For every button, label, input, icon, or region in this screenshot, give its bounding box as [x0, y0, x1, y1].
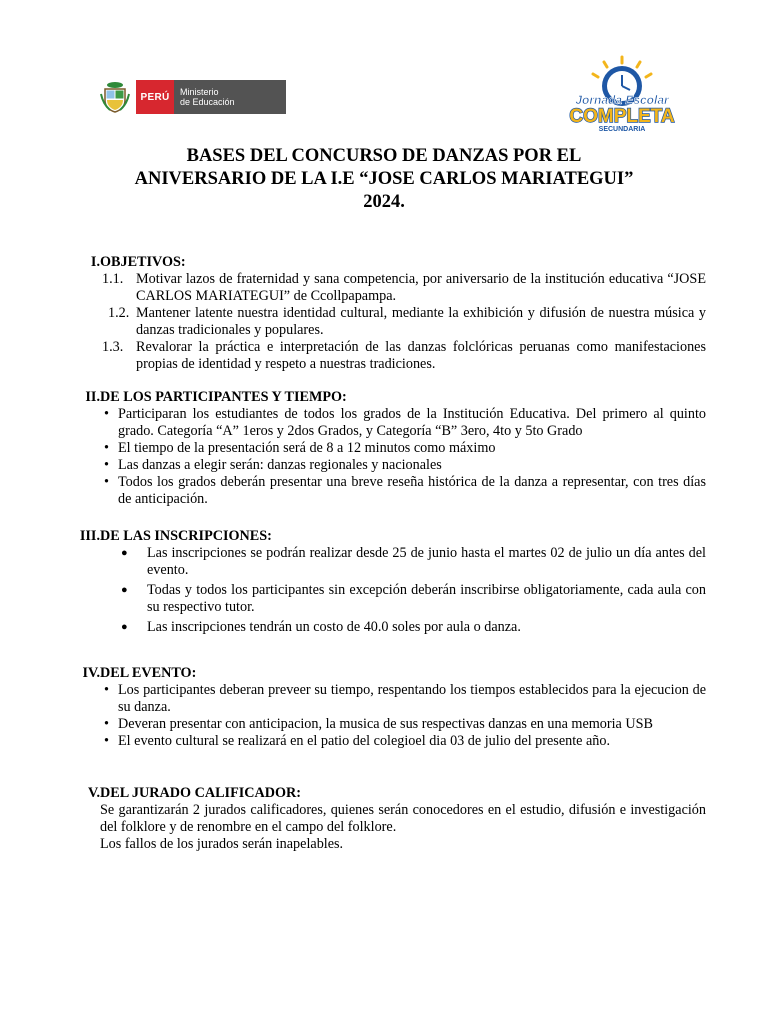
item-label: 1.1.: [102, 271, 124, 287]
jec-line3: SECUNDARIA: [598, 126, 646, 133]
item-text: El tiempo de la presentación será de 8 a 12 minutos como máximo: [118, 440, 496, 456]
bullet-icon: ●: [121, 584, 128, 596]
list-item: [60, 682, 706, 716]
section-objetivos: [60, 254, 706, 373]
bullet-icon: •: [104, 682, 109, 698]
jornada-escolar-completa-logo: [564, 54, 684, 134]
section-evento: [60, 665, 706, 750]
list-item: [60, 339, 706, 373]
list-item: [60, 716, 706, 733]
bullet-icon: •: [104, 440, 109, 456]
jec-line1: Jornada Escolar: [575, 93, 669, 107]
list-item: [60, 733, 706, 750]
section-number: IV.: [82, 665, 100, 681]
item-text: Deveran presentar con anticipacion, la musica de sus respectivas danzas en una memoria USB: [118, 716, 653, 732]
section-heading: [60, 389, 706, 406]
list-item: [60, 619, 706, 636]
item-text: Mantener latente nuestra identidad cultural, mediante la exhibición y difusión de nuestra música y danzas tradicionales y populares.: [136, 305, 706, 338]
section-number: II.: [85, 389, 100, 405]
section-title: DE LOS PARTICIPANTES Y TIEMPO:: [100, 389, 347, 405]
item-text: Motivar lazos de fraternidad y sana competencia, por aniversario de la institución educativa “JOSE CARLOS MARIATEGUI” de Ccollpapampa.: [136, 271, 706, 304]
section-heading: [60, 254, 706, 271]
document-title: [100, 145, 668, 214]
section-number: III.: [79, 528, 100, 544]
paragraph: Se garantizarán 2 jurados calificadores, quienes serán conocedores en el estudio, difusión e investigación del folklore y de renombre en el campo del folklore.: [100, 802, 706, 835]
bullet-icon: •: [104, 716, 109, 732]
bullet-icon: ●: [121, 621, 128, 633]
bullet-icon: ●: [121, 547, 128, 559]
section-title: DE LAS INSCRIPCIONES:: [100, 528, 272, 544]
section-heading: [60, 665, 706, 682]
item-text: Todos los grados deberán presentar una breve reseña histórica de la danza a representar, con tres días de anticipación.: [118, 474, 706, 507]
ministry-line1: Ministerio: [180, 87, 219, 97]
paragraph: Los fallos de los jurados serán inapelables.: [100, 836, 344, 852]
item-label: 1.3.: [102, 339, 124, 355]
list-item: [60, 271, 706, 305]
item-text: Las inscripciones tendrán un costo de 40.0 soles por aula o danza.: [147, 619, 521, 635]
section-number: I.: [90, 254, 100, 270]
bullet-icon: •: [104, 474, 109, 490]
jec-line2: COMPLETA: [569, 106, 675, 127]
peru-label: PERÚ: [136, 80, 174, 114]
ministry-label: [174, 80, 286, 114]
item-text: Participaran los estudiantes de todos los grados de la Institución Educativa. Del primero al quinto grado. Categoría “A” 1eros y 2dos Grados, y Categoría “B” 3ero, 4to y 5to Grado: [118, 406, 706, 439]
list-item: [60, 457, 706, 474]
section-heading: [60, 528, 706, 545]
item-text: Todas y todos los participantes sin excepción deberán inscribirse obligatoriamente, cada aula con su respectivo tutor.: [147, 582, 706, 615]
section-title: DEL JURADO CALIFICADOR:: [100, 785, 302, 801]
bullet-icon: •: [104, 733, 109, 749]
section-title: DEL EVENTO:: [100, 665, 197, 681]
list-item: [60, 545, 706, 579]
ministry-logo: [98, 78, 286, 116]
item-text: Las inscripciones se podrán realizar desde 25 de junio hasta el martes 02 de julio un día antes del evento.: [147, 545, 706, 578]
item-text: Las danzas a elegir serán: danzas regionales y nacionales: [118, 457, 442, 473]
ministry-line2: de Educación: [180, 97, 235, 107]
item-text: Los participantes deberan preveer su tiempo, respentando los tiempos establecidos para la ejecucion de su danza.: [118, 682, 706, 715]
list-item: [60, 305, 706, 339]
title-line1: BASES DEL CONCURSO DE DANZAS POR EL: [186, 146, 582, 166]
section-participantes: [60, 389, 706, 508]
section-inscripciones: [60, 528, 706, 636]
section-jurado: [60, 785, 706, 853]
list-item: [60, 474, 706, 508]
peru-coat-of-arms-icon: [98, 80, 132, 114]
section-title: OBJETIVOS:: [100, 254, 186, 270]
title-line3: 2024.: [363, 192, 405, 212]
list-item: [60, 440, 706, 457]
bullet-icon: •: [104, 457, 109, 473]
section-heading: [60, 785, 706, 802]
item-label: 1.2.: [108, 305, 130, 321]
list-item: [60, 406, 706, 440]
item-text: Revalorar la práctica e interpretación de las danzas folclóricas peruanas como manifestaciones propias de identidad y respeto a nuestras tradiciones.: [136, 339, 706, 372]
list-item: [60, 582, 706, 616]
title-line2: ANIVERSARIO DE LA I.E “JOSE CARLOS MARIATEGUI”: [134, 169, 634, 189]
item-text: El evento cultural se realizará en el patio del colegioel dia 03 de julio del presente año.: [118, 733, 611, 749]
bullet-icon: •: [104, 406, 109, 422]
section-number: V.: [88, 785, 100, 801]
